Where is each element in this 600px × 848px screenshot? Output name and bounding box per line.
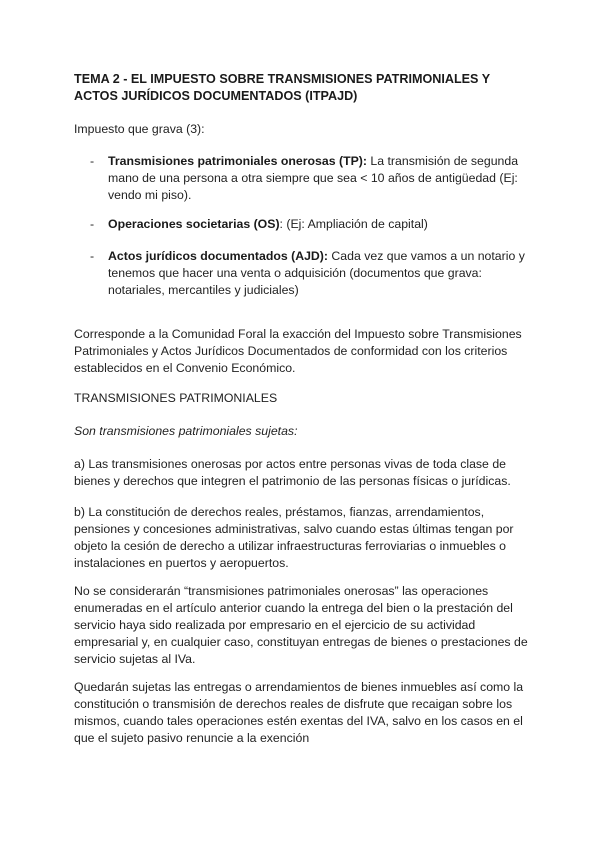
list-item-text: Cada vez que vamos a un notario y tenemos que hacer una venta o adquisición (documentos que grava: notariales, mercantiles y judiciales) [108, 249, 525, 297]
bullet-marker: - [90, 217, 95, 231]
page-title: TEMA 2 - EL IMPUESTO SOBRE TRANSMISIONES PATRIMONIALES Y ACTOS JURÍDICOS DOCUMENTADOS (ITPAJD) [74, 72, 490, 103]
paragraph-no-consideraran: No se considerarán “transmisiones patrimoniales onerosas” las operaciones enumeradas en el artículo anterior cuando la entrega del bien o la prestación del servicio haya sido realizada por empresario en el ejercicio de su actividad empresarial y, en cualquier caso, constituyan entregas de bienes o prestaciones de servicio sujetas al IVa. [74, 584, 528, 666]
list-item-ajd [108, 248, 528, 299]
list-item-tp [108, 153, 528, 204]
paragraph-a: a) Las transmisiones onerosas por actos entre personas vivas de toda clase de bienes y derechos que integren el patrimonio de las personas físicas o jurídicas. [74, 457, 511, 488]
section-heading: TRANSMISIONES PATRIMONIALES [74, 391, 278, 405]
bullet-marker: - [90, 249, 95, 263]
list-item-text: : (Ej: Ampliación de capital) [279, 217, 428, 231]
list-item-os [108, 216, 528, 233]
bullet-marker: - [90, 154, 95, 168]
paragraph-quedaran: Quedarán sujetas las entregas o arrendamientos de bienes inmuebles así como la constitución o transmisión de derechos reales de disfrute que recaigan sobre los mismos, cuando tales operaciones estén exentas del IVA, salvo en los casos en el que el sujeto pasivo renuncie a la exención [74, 680, 524, 745]
list-item-term: Operaciones societarias (OS) [108, 217, 280, 231]
italic-subheading: Son transmisiones patrimoniales sujetas: [74, 424, 298, 438]
paragraph-comunidad-foral: Corresponde a la Comunidad Foral la exacción del Impuesto sobre Transmisiones Patrimoniales y Actos Jurídicos Documentados de conformidad con los criterios establecidos en el Convenio Económico. [74, 327, 522, 375]
list-item-term: Transmisiones patrimoniales onerosas (TP): [108, 154, 367, 168]
list-item-term: Actos jurídicos documentados (AJD): [108, 249, 328, 263]
list-item-text: La transmisión de segunda mano de una persona a otra siempre que sea < 10 años de antigüedad (Ej: vendo mi piso). [108, 154, 519, 202]
intro-text: Impuesto que grava (3): [74, 122, 205, 136]
paragraph-b: b) La constitución de derechos reales, préstamos, fianzas, arrendamientos, pensiones y concesiones administrativas, salvo cuando estas últimas tengan por objeto la cesión de derecho a utilizar infraestructuras ferroviarias o inmuebles o instalaciones en puertos y aeropuertos. [74, 505, 514, 570]
